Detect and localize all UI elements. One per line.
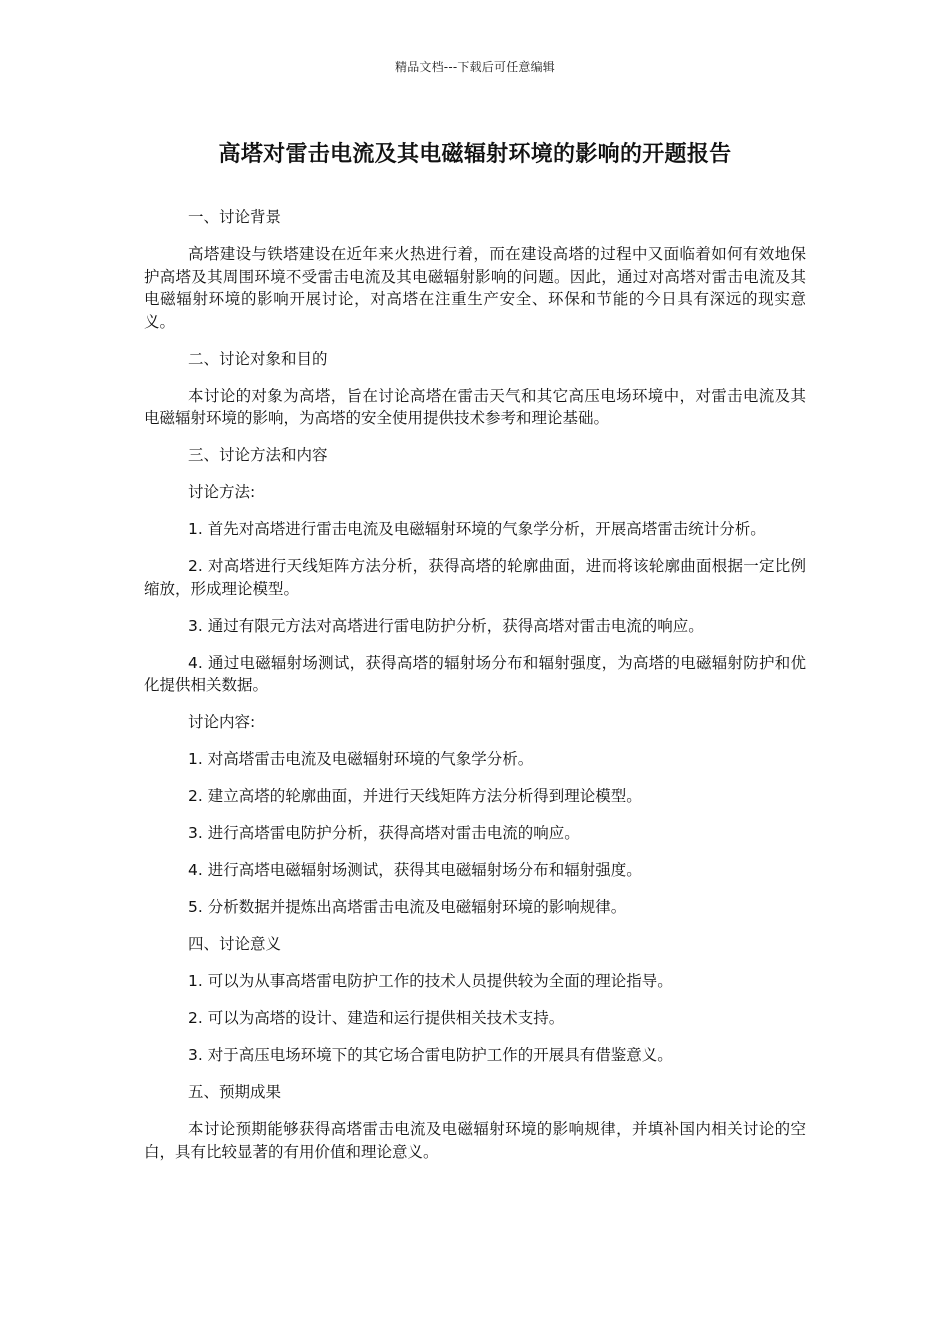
content-item: 5. 分析数据并提炼出高塔雷击电流及电磁辐射环境的影响规律。 — [188, 898, 627, 916]
section-heading-significance: 四、讨论意义 — [188, 935, 282, 953]
document-title: 高塔对雷击电流及其电磁辐射环境的影响的开题报告 — [218, 142, 732, 167]
contents-label: 讨论内容: — [188, 713, 256, 731]
significance-item: 1. 可以为从事高塔雷电防护工作的技术人员提供较为全面的理论指导。 — [188, 972, 673, 990]
objective-paragraph: 本讨论的对象为高塔，旨在讨论高塔在雷击天气和其它高压电场环境中，对雷击电流及其电磁辐射环境的影响，为高塔的安全使用提供技术参考和理论基础。 — [144, 386, 806, 427]
background-paragraph: 高塔建设与铁塔建设在近年来火热进行着，而在建设高塔的过程中又面临着如何有效地保护高塔及其周围环境不受雷击电流及其电磁辐射影响的问题。因此，通过对高塔对雷击电流及其电磁辐射环境的影响开展讨论，对高塔在注重生产安全、环保和节能的今日具有深远的现实意义。 — [144, 245, 806, 331]
method-item: 4. 通过电磁辐射场测试，获得高塔的辐射场分布和辐射强度，为高塔的电磁辐射防护和优化提供相关数据。 — [144, 653, 806, 694]
content-item: 1. 对高塔雷击电流及电磁辐射环境的气象学分析。 — [188, 750, 534, 768]
content-item: 3. 进行高塔雷电防护分析，获得高塔对雷击电流的响应。 — [188, 824, 580, 842]
document-body — [144, 206, 806, 1178]
methods-label: 讨论方法: — [188, 483, 256, 501]
section-heading-objective: 二、讨论对象和目的 — [188, 349, 328, 368]
results-paragraph: 本讨论预期能够获得高塔雷击电流及电磁辐射环境的影响规律，并填补国内相关讨论的空白，具有比较显著的有用价值和理论意义。 — [144, 1120, 806, 1161]
significance-item: 3. 对于高压电场环境下的其它场合雷电防护工作的开展具有借鉴意义。 — [188, 1046, 673, 1064]
section-heading-method: 三、讨论方法和内容 — [188, 446, 328, 464]
method-item: 3. 通过有限元方法对高塔进行雷电防护分析，获得高塔对雷击电流的响应。 — [188, 616, 704, 635]
page-header: 精品文档---下载后可任意编辑 — [395, 60, 555, 74]
content-item: 2. 建立高塔的轮廓曲面，并进行天线矩阵方法分析得到理论模型。 — [188, 787, 642, 805]
method-item: 1. 首先对高塔进行雷击电流及电磁辐射环境的气象学分析，开展高塔雷击统计分析。 — [188, 520, 766, 538]
content-item: 4. 进行高塔电磁辐射场测试，获得其电磁辐射场分布和辐射强度。 — [188, 861, 642, 879]
significance-item: 2. 可以为高塔的设计、建造和运行提供相关技术支持。 — [188, 1009, 565, 1027]
section-heading-background: 一、讨论背景 — [188, 208, 282, 226]
section-heading-results: 五、预期成果 — [188, 1083, 282, 1101]
method-item: 2. 对高塔进行天线矩阵方法分析，获得高塔的轮廓曲面，进而将该轮廓曲面根据一定比例缩放，形成理论模型。 — [144, 557, 806, 598]
